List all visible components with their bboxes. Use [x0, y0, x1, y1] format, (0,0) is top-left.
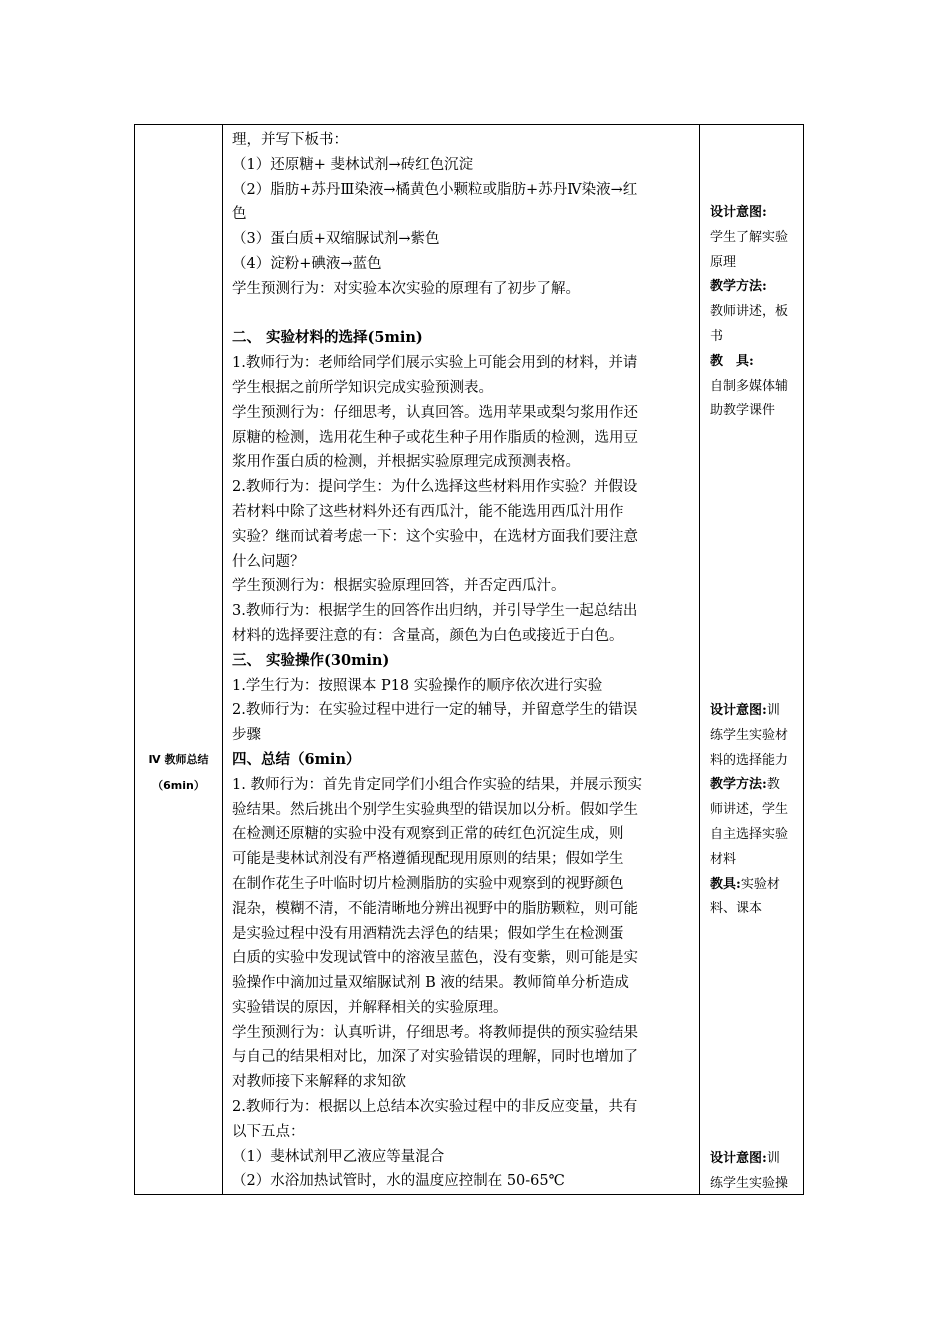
text-line: 1. 教师行为：首先肯定同学们小组合作实验的结果，并展示预实: [232, 776, 642, 793]
text-line: 可能是斐林试剂没有严格遵循现配现用原则的结果；假如学生: [232, 851, 624, 868]
note-text: 师讲述，学生: [710, 802, 789, 818]
note-text: 助教学课件: [710, 403, 776, 419]
text-line: 理，并写下板书：: [232, 132, 348, 148]
text-line: 学生预测行为：根据实验原理回答，并否定西瓜汁。: [232, 578, 566, 595]
notes-block-principle: [710, 201, 802, 424]
note-label: 设计意图:: [710, 703, 767, 718]
note-text: 练学生实验操: [710, 1175, 789, 1191]
stage-column: [135, 125, 222, 1194]
text-line: 3.教师行为：根据学生的回答作出归纳，并引导学生一起总结出: [232, 603, 638, 620]
note-line: [710, 375, 802, 400]
note-line: [710, 823, 802, 848]
text-line: 材料的选择要注意的有：含量高，颜色为白色或接近于白色。: [232, 627, 624, 644]
text-line: 学生预测行为：对实验本次实验的原理有了初步了解。: [232, 280, 580, 297]
note-text: 训: [766, 1151, 780, 1166]
text-line: 验操作中滴加过量双缩脲试剂 B 液的结果。教师简单分析造成: [232, 975, 629, 992]
note-line: [710, 226, 802, 251]
text-line: 浆用作蛋白质的检测，并根据实验原理完成预测表格。: [232, 454, 580, 471]
notes-block-materials: [710, 699, 802, 922]
section-heading: 二、 实验材料的选择(5min): [232, 329, 423, 347]
note-text: 料、课本: [710, 901, 763, 917]
text-line: 1.教师行为：老师给同学们展示实验上可能会用到的材料，并请: [232, 355, 638, 372]
notes-column: [700, 125, 805, 1194]
text-line: 与自己的结果相对比，加深了对实验错误的理解，同时也增加了: [232, 1049, 638, 1066]
note-line: [710, 399, 802, 424]
text-line: 验结果。然后挑出个别学生实验典型的错误加以分析。假如学生: [232, 801, 638, 818]
note-line: [710, 1172, 802, 1197]
note-label: 设计意图:: [710, 1151, 767, 1166]
activity-column: [223, 125, 699, 1194]
notes-block-operation: [710, 1147, 802, 1197]
text-line: 是实验过程中没有用酒精洗去浮色的结果；假如学生在检测蛋: [232, 925, 624, 942]
note-line: [710, 873, 802, 898]
text-line: 混杂，模糊不清，不能清晰地分辨出视野中的脂肪颗粒，则可能: [232, 900, 638, 917]
note-line: [710, 300, 802, 325]
note-line: [710, 897, 802, 922]
text-line: [232, 302, 692, 327]
text-line: （2）脂肪+苏丹Ⅲ染液→橘黄色小颗粒或脂肪+苏丹Ⅳ染液→红: [232, 181, 638, 198]
text-line: 2.教师行为：提问学生：为什么选择这些材料用作实验？并假设: [232, 479, 638, 496]
note-text: 学生了解实验: [710, 229, 789, 245]
text-line: 在检测还原糖的实验中没有观察到正常的砖红色沉淀生成，则: [232, 826, 624, 843]
text-line: （3）蛋白质+双缩脲试剂→紫色: [232, 231, 440, 248]
text-line: 实验错误的原因，并解释相关的实验原理。: [232, 999, 508, 1016]
text-line: 对教师接下来解释的求知欲: [232, 1074, 406, 1091]
text-line: （1）还原糖+ 斐林试剂→砖红色沉淀: [232, 156, 474, 173]
note-text: 书: [710, 328, 724, 344]
note-label: 教学方法:: [710, 777, 767, 793]
note-line: [710, 749, 802, 774]
text-line: 若材料中除了这些材料外还有西瓜汁，能不能选用西瓜汁用作: [232, 503, 624, 520]
text-line: 学生预测行为：认真听讲，仔细思考。将教师提供的预实验结果: [232, 1024, 638, 1041]
note-text: 自制多媒体辅: [710, 378, 789, 394]
text-line: （4）淀粉+碘液→蓝色: [232, 255, 382, 272]
section-heading: 四、总结（6min）: [232, 750, 361, 768]
note-text: 教师讲述，板: [710, 304, 789, 320]
note-text: 料的选择能力: [710, 752, 789, 768]
text-line: 原糖的检测，选用花生种子或花生种子用作脂质的检测，选用豆: [232, 429, 638, 446]
note-text: 训: [766, 703, 780, 718]
text-line: 2.教师行为：在实验过程中进行一定的辅导，并留意学生的错误: [232, 702, 638, 719]
text-line: 2.教师行为：根据以上总结本次实验过程中的非反应变量，共有: [232, 1099, 638, 1116]
note-text: 自主选择实验: [710, 826, 789, 842]
stage-label: [135, 747, 222, 799]
note-text: 材料: [710, 851, 737, 867]
text-line: 什么问题？: [232, 553, 305, 570]
stage-label-duration: （6min）: [152, 779, 205, 792]
text-line: 步骤: [232, 727, 261, 744]
note-line: [710, 724, 802, 749]
note-text: 原理: [710, 254, 737, 270]
note-line: [710, 251, 802, 276]
note-label: 教学方法:: [710, 279, 767, 295]
section-heading: 三、 实验操作(30min): [232, 651, 390, 669]
text-line: 学生根据之前所学知识完成实验预测表。: [232, 379, 493, 396]
note-line: [710, 201, 802, 226]
text-line: 实验？继而试着考虑一下：这个实验中，在选材方面我们要注意: [232, 528, 638, 545]
note-label: 教具:: [710, 876, 741, 892]
note-line: [710, 773, 802, 798]
note-label: 设计意图:: [710, 205, 767, 220]
text-line: 学生预测行为：仔细思考，认真回答。选用苹果或梨匀浆用作还: [232, 404, 638, 421]
note-line: [710, 1147, 802, 1172]
stage-label-title: Ⅳ 教师总结: [148, 753, 209, 766]
note-text: 练学生实验材: [710, 727, 789, 743]
text-line: （2）水浴加热试管时，水的温度应控制在 50-65℃: [232, 1173, 565, 1190]
text-line: （1）斐林试剂甲乙液应等量混合: [232, 1148, 445, 1165]
note-line: [710, 699, 802, 724]
note-line: [710, 275, 802, 300]
lesson-plan-table: [134, 124, 804, 1195]
note-line: [710, 848, 802, 873]
activity-text: [232, 128, 692, 1194]
note-text: 教: [766, 777, 780, 793]
text-line: 白质的实验中发现试管中的溶液呈蓝色，没有变紫，则可能是实: [232, 950, 638, 967]
note-label: 教 具:: [710, 353, 754, 369]
note-line: [710, 350, 802, 375]
text-line: 1.学生行为：按照课本 P18 实验操作的顺序依次进行实验: [232, 677, 603, 694]
note-line: [710, 325, 802, 350]
note-text: 实验材: [740, 876, 780, 892]
text-line: 色: [232, 206, 247, 223]
text-line: 在制作花生子叶临时切片检测脂肪的实验中观察到的视野颜色: [232, 875, 624, 892]
text-line: 以下五点：: [232, 1123, 305, 1140]
note-line: [710, 798, 802, 823]
